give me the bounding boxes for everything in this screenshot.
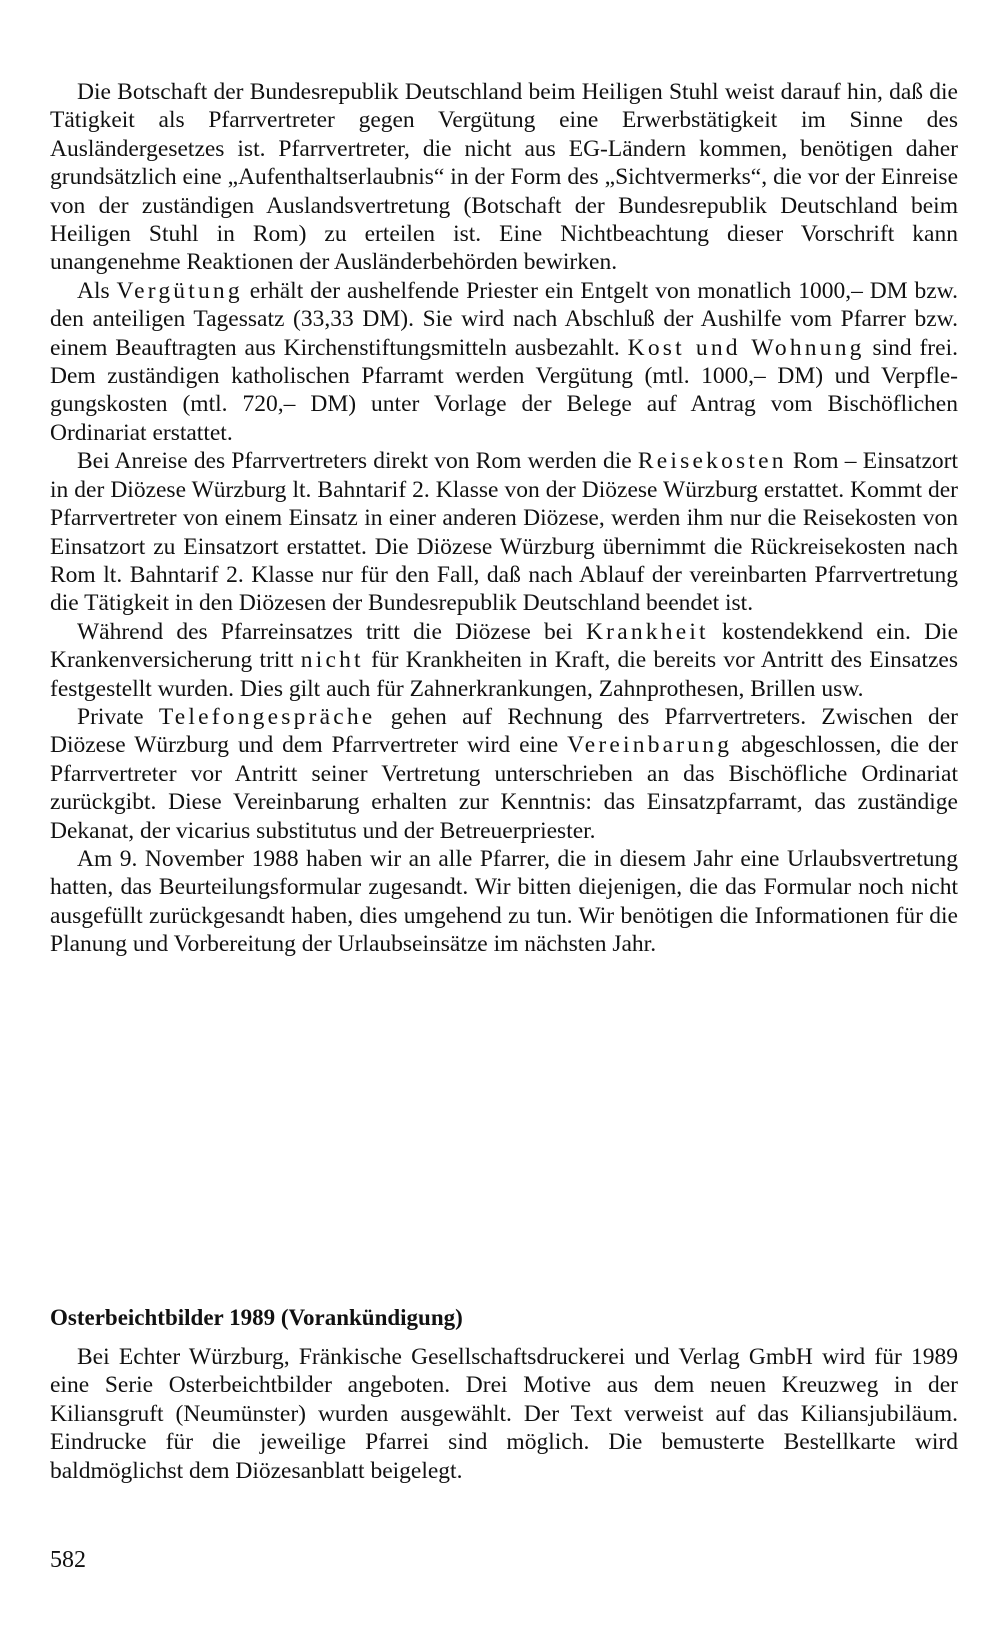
paragraph-text: gehen auf Rechnung des Pfarrvertreters. Zwischen der Diözese Würzburg und dem Pfarrvertreter wird eine bbox=[50, 703, 958, 759]
paragraph-illness bbox=[50, 618, 958, 703]
paragraph-text: erhält der aushelfende Priester ein Entgelt von monatlich 1000,– DM bzw. den anteiligen Tagessatz (33,33 DM). Sie wird nach Abschluß der Aushilfe vom Pfarrer bzw. einem Beauftragten aus Kirchenstiftungsmitteln ausbezahlt. bbox=[50, 277, 958, 361]
paragraph-text: Als bbox=[77, 277, 117, 304]
page-number: 582 bbox=[50, 1547, 86, 1573]
paragraph-text: Bei Anreise des Pfarrvertreters direkt von Rom werden die bbox=[77, 448, 638, 475]
emphasis-vereinbarung: Vereinbarung bbox=[567, 732, 733, 759]
paragraph-text: Private bbox=[77, 703, 159, 730]
emphasis-kost-und-wohnung: Kost und Wohnung bbox=[627, 334, 865, 361]
paragraph-text: sind frei. Dem zuständigen katholischen Pfarramt werden Vergütung (mtl. 1000,– DM) und Verpflegungskosten (mtl. 720,– DM) unter Vorlage der Belege auf Antrag vom Bischöflichen Ordinariat erstattet. bbox=[50, 334, 958, 446]
emphasis-telefongespraeche: Telefongespräche bbox=[158, 703, 376, 730]
paragraph-remuneration bbox=[50, 277, 958, 447]
paragraph-text: Am 9. November 1988 haben wir an alle Pfarrer, die in diesem Jahr eine Urlaubsvertretung hatten, das Beurteilungsformular zugesandt. Wir bitten diejenigen, die das Formular noch nicht ausgefüllt zurückgesandt haben, dies umgehend zu tun. Wir benötigen die Informationen für die Planung und Vorbereitung der Urlaubseinsätze im nächsten Jahr. bbox=[50, 845, 958, 958]
paragraph-travel-costs bbox=[50, 447, 958, 617]
paragraph-text: für Krankheiten in Kraft, die bereits vor Antritt des Einsatzes festgestellt wurden. Dies gilt auch für Zahnerkrankungen, Zahnprothesen, Brillen usw. bbox=[50, 647, 958, 702]
emphasis-nicht: nicht bbox=[300, 647, 364, 674]
paragraph-osterbeichtbilder bbox=[50, 1343, 958, 1485]
paragraph-text: Die Botschaft der Bundesrepublik Deutschland beim Heiligen Stuhl weist darauf hin, daß die Tätigkeit als Pfarrvertreter gegen Vergütung eine Erwerbstätigkeit im Sinne des Ausländergesetzes ist. Pfarrvertreter, die nicht aus EG-Ländern kommen, benötigen daher grundsätzlich eine „Aufenthaltserlaubnis“ in der Form des „Sichtvermerks“, die vor der Einreise von der zuständigen Auslandsvertretung (Botschaft der Bundesrepublik Deutschland beim Heiligen Stuhl in Rom) zu erteilen ist. Eine Nichtbeachtung dieser Vorschrift kann unangenehme Reaktionen der Ausländerbehörden bewirken. bbox=[50, 79, 958, 276]
main-text-section bbox=[50, 78, 958, 959]
emphasis-krankheit: Krankheit bbox=[586, 618, 709, 645]
section-heading-osterbeichtbilder: Osterbeichtbilder 1989 (Vorankündigung) bbox=[50, 1305, 463, 1330]
paragraph-embassy-notice bbox=[50, 78, 958, 277]
emphasis-verguetung: Vergütung bbox=[116, 277, 243, 304]
paragraph-text: Bei Echter Würzburg, Fränkische Gesellschaftsdruckerei und Verlag GmbH wird für 1989 eine Serie Osterbeichtbilder angeboten. Drei Motive aus dem neuen Kreuzweg in der Kiliansgruft (Neumünster) wurden ausgewählt. Der Text verweist auf das Kiliansjubiläum. Eindrucke für die jeweilige Pfarrei sind möglich. Die bemusterte Bestellkarte wird baldmöglichst dem Diözesanblatt beigelegt. bbox=[50, 1344, 958, 1484]
paragraph-text: Rom – Einsatzort in der Diözese Würzburg lt. Bahntarif 2. Klasse von der Diözese Würzburg erstattet. Kommt der Pfarrvertreter von einem Einsatz in einer anderen Diözese, werden ihm nur die Reisekosten von Einsatzort zu Einsatzort erstattet. Die Diözese Würzburg übernimmt die Rückreisekosten nach Rom lt. Bahntarif 2. Klasse nur für den Fall, daß nach Ablauf der vereinbarten Pfarrvertretung die Tätigkeit in den Diözesen der Bundesrepublik Deutschland beendet ist. bbox=[50, 448, 959, 617]
paragraph-evaluation-form bbox=[50, 845, 958, 959]
emphasis-reisekosten: Reisekosten bbox=[637, 448, 787, 475]
paragraph-text: Während des Pfarreinsatzes tritt die Diözese bei bbox=[77, 618, 587, 645]
osterbeichtbilder-section bbox=[50, 1343, 958, 1485]
paragraph-text: kostendekkend ein. Die Krankenversicherung tritt bbox=[50, 618, 958, 674]
paragraph-text: abgeschlossen, die der Pfarrvertreter vor Antritt seiner Vertretung unterschrieben an das Bischöfliche Ordinariat zurückgibt. Diese Vereinbarung erhalten zur Kenntnis: das Einsatzpfarramt, das zuständige Dekanat, der vicarius substitutus und der Betreuerpriester. bbox=[50, 732, 959, 844]
paragraph-telephone-agreement bbox=[50, 703, 958, 845]
